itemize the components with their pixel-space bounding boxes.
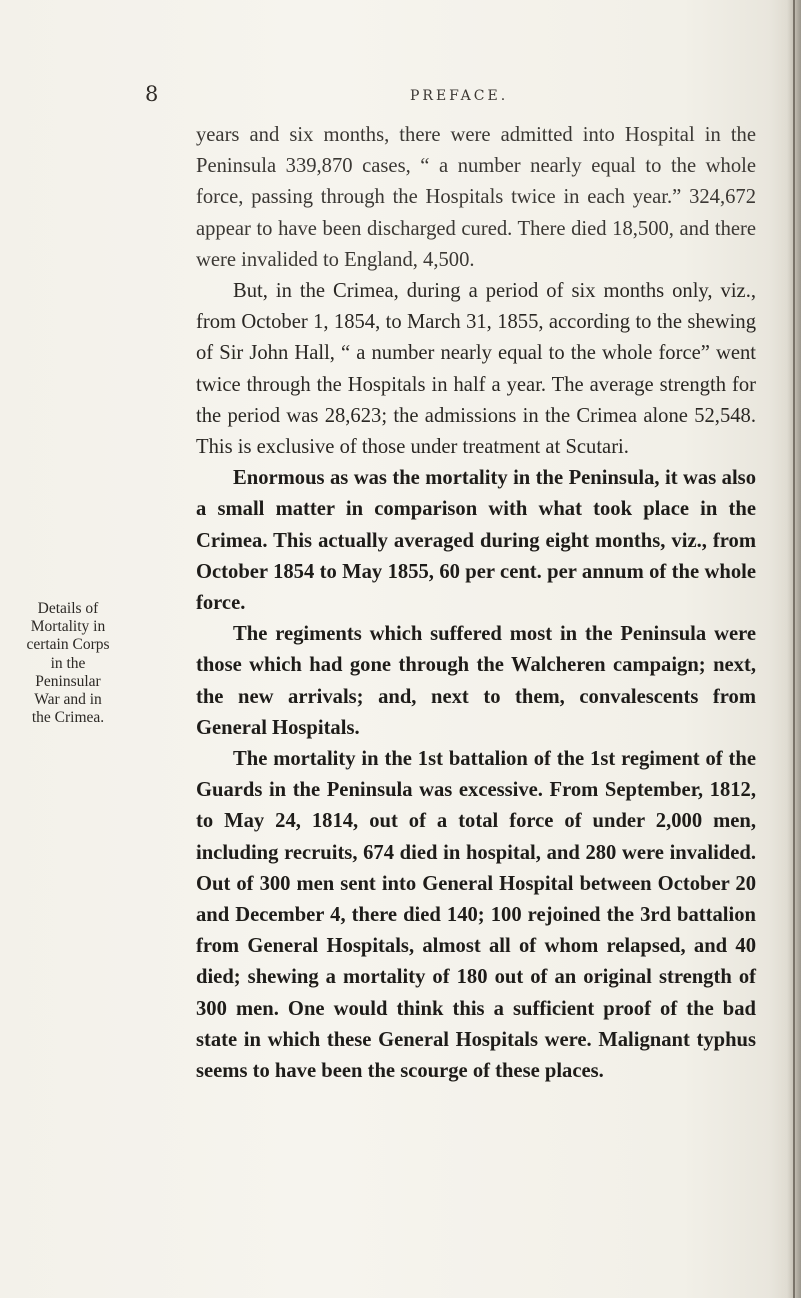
- paragraph-hospital-admissions: years and six months, there were admitted into Hospital in the Peninsula 339,870 cases, “ a number nearly equal to the whole force, passing through the Hospitals twice in each year.” 324,672 appear to have been discharged cured. There died 18,500, and there were invalided to England, 4,500.: [196, 124, 756, 271]
- margin-note-line: in the: [50, 654, 86, 672]
- paragraph-guards-mortality: The mortality in the 1st battalion of the 1st regiment of the Guards in the Peninsula was excessive. From September, 1812, to May 24, 1814, out of a total force of under 2,000 men, including recruits, 674 died in hospital, and 280 were invalided. Out of 300 men sent into General Hospital between October 20 and December 4, there died 140; 100 rejoined the 3rd battalion from General Hospitals, almost all of whom relapsed, and 40 died; shewing a mortality of 180 out of an original strength of 300 men. One would think this a sufficient proof of the bad state in which these General Hospitals were. Malignant typhus seems to have been the scourge of these places.: [196, 748, 756, 1083]
- page-edge-line: [793, 0, 795, 1298]
- margin-note-line: Peninsular: [35, 672, 101, 690]
- paragraph-crimea-admissions: But, in the Crimea, during a period of six months only, viz., from October 1, 1854, to March 31, 1855, according to the shewing of Sir John Hall, “ a number nearly equal to the whole force” went twice through the Hospitals in half a year. The average strength for the period was 28,623; the admissions in the Crimea alone 52,548. This is exclusive of those under treatment at Scutari.: [196, 280, 756, 459]
- body-text: [196, 120, 756, 1087]
- running-title: PREFACE.: [410, 88, 509, 104]
- margin-note-line: certain Corps: [26, 636, 110, 654]
- margin-note-line: War and in: [34, 691, 102, 709]
- paragraph-crimea-mortality: Enormous as was the mortality in the Peninsula, it was also a small matter in comparison with what took place in the Crimea. This actually averaged during eight months, viz., from October 1854 to May 1855, 60 per cent. per annum of the whole force.: [196, 467, 756, 615]
- margin-note-line: Details of: [37, 600, 99, 617]
- margin-note-line: the Crimea.: [31, 709, 105, 727]
- page-number: 8: [145, 82, 159, 106]
- margin-note: [14, 600, 122, 727]
- paragraph-regiments: The regiments which suffered most in the Peninsula were those which had gone through the Walcheren campaign; next, the new arrivals; and, next to them, convalescents from General Hospitals.: [196, 623, 756, 739]
- margin-note-line: Mortality in: [30, 618, 106, 636]
